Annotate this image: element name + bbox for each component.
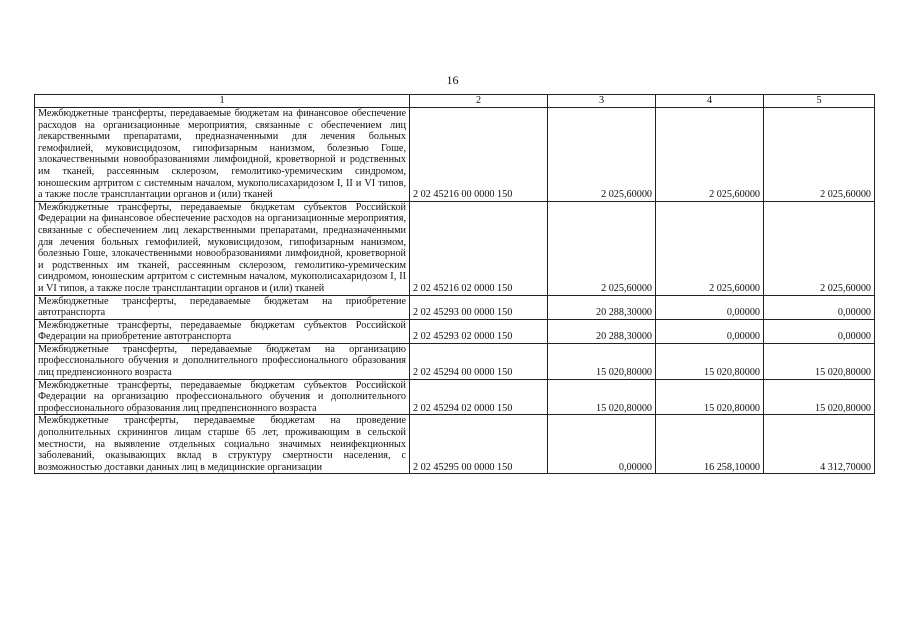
row-value-col5: 0,00000 [764,295,875,319]
row-description: Межбюджетные трансферты, передаваемые бюджетам на проведение дополнительных скринингов лицам старше 65 лет, проживающим в сельской местности, на выявление отдельных социально значимых неинфекционных заболеваний, оказывающих вклад в структуру смертности населения, с возможностью доставки данных лиц в медицинские организации [35,415,410,474]
row-value-col3: 15 020,80000 [548,379,656,415]
row-value-col4: 0,00000 [656,295,764,319]
row-value-col5: 2 025,60000 [764,201,875,295]
page-number: 16 [446,73,459,87]
row-code: 2 02 45294 00 0000 150 [410,343,548,379]
row-code: 2 02 45216 00 0000 150 [410,108,548,202]
row-value-col5: 0,00000 [764,319,875,343]
row-value-col5: 15 020,80000 [764,379,875,415]
table-row [35,295,875,319]
row-code: 2 02 45295 00 0000 150 [410,415,548,474]
table-row [35,201,875,295]
row-value-col3: 20 288,30000 [548,295,656,319]
row-value-col4: 0,00000 [656,319,764,343]
row-description: Межбюджетные трансферты, передаваемые бюджетам на организацию профессионального обучения и дополнительного профессионального образования лиц предпенсионного возраста [35,343,410,379]
row-value-col4: 15 020,80000 [656,343,764,379]
row-value-col3: 15 020,80000 [548,343,656,379]
column-header-1: 1 [35,95,410,108]
row-value-col4: 2 025,60000 [656,201,764,295]
column-header-3: 3 [548,95,656,108]
row-description: Межбюджетные трансферты, передаваемые бюджетам субъектов Российской Федерации на финансовое обеспечение расходов на организационные мероприятия, связанные с обеспечением лиц лекарственными препаратами, предназначенными для лечения больных гемофилией, муковисцидозом, гипофизарным нанизмом, болезнью Гоше, злокачественными новообразованиями лимфоидной, кроветворной и родственных им тканей, рассеянным склерозом, гемолитико-уремическим синдромом, юношеским артритом с системным началом, мукополисахаридозом I, II и VI типов, а также после трансплантации органов и (или) тканей [35,201,410,295]
row-description: Межбюджетные трансферты, передаваемые бюджетам на приобретение автотранспорта [35,295,410,319]
header-row [35,95,875,108]
row-code: 2 02 45293 02 0000 150 [410,319,548,343]
row-value-col5: 15 020,80000 [764,343,875,379]
table-row [35,343,875,379]
column-header-4: 4 [656,95,764,108]
table-row [35,319,875,343]
row-description: Межбюджетные трансферты, передаваемые бюджетам субъектов Российской Федерации на приобретение автотранспорта [35,319,410,343]
row-value-col5: 4 312,70000 [764,415,875,474]
row-value-col4: 16 258,10000 [656,415,764,474]
row-value-col3: 0,00000 [548,415,656,474]
column-header-5: 5 [764,95,875,108]
table-row [35,108,875,202]
table-body [35,108,875,474]
table-row [35,415,875,474]
row-description: Межбюджетные трансферты, передаваемые бюджетам на финансовое обеспечение расходов на организационные мероприятия, связанные с обеспечением лиц лекарственными препаратами, предназначенными для лечения больных гемофилией, муковисцидозом, гипофизарным нанизмом, болезнью Гоше, злокачественными новообразованиями лимфоидной, кроветворной и родственных им тканей, рассеянным склерозом, гемолитико-уремическим синдромом, юношеским артритом с системным началом, мукополисахаридозом I, II и VI типов, а также после трансплантации органов и (или) тканей [35,108,410,202]
row-value-col5: 2 025,60000 [764,108,875,202]
row-description: Межбюджетные трансферты, передаваемые бюджетам субъектов Российской Федерации на организацию профессионального обучения и дополнительного профессионального образования лиц предпенсионного возраста [35,379,410,415]
column-header-2: 2 [410,95,548,108]
row-value-col3: 2 025,60000 [548,108,656,202]
row-value-col4: 2 025,60000 [656,108,764,202]
budget-table [34,94,875,474]
row-code: 2 02 45293 00 0000 150 [410,295,548,319]
row-value-col3: 2 025,60000 [548,201,656,295]
row-value-col3: 20 288,30000 [548,319,656,343]
table-row [35,379,875,415]
row-value-col4: 15 020,80000 [656,379,764,415]
row-code: 2 02 45216 02 0000 150 [410,201,548,295]
row-code: 2 02 45294 02 0000 150 [410,379,548,415]
